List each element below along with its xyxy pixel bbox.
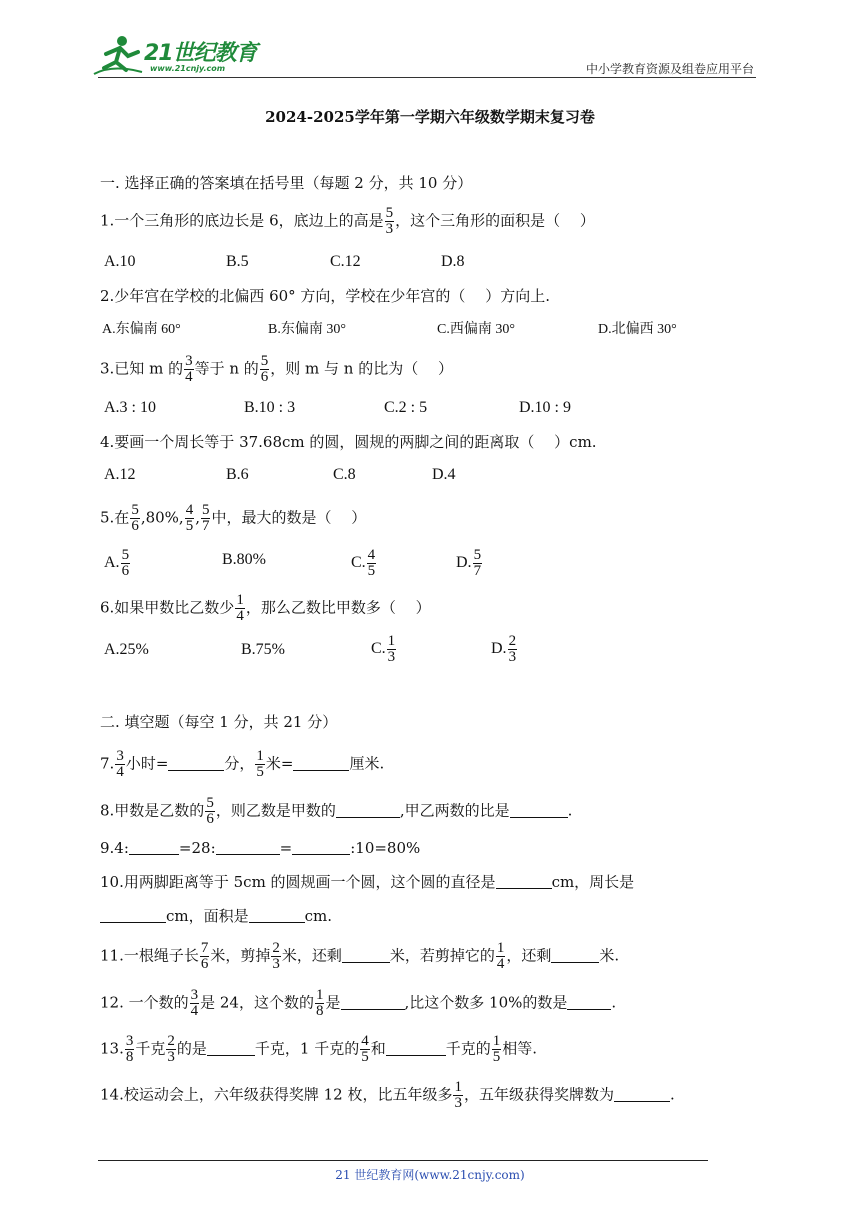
answer-blank[interactable] <box>292 840 350 855</box>
q4-option-c: C.8 <box>333 466 356 483</box>
q1-option-a: A.10 <box>104 253 136 270</box>
question-10-line2: cm，面积是 cm. <box>100 906 332 926</box>
q2-option-d: D.北偏西 30° <box>598 322 677 337</box>
q4-option-b: B.6 <box>226 466 249 483</box>
question-6: 6.如果甲数比乙数少 $\frac{1}{4}$ ，那么乙数比甲数多（ ） <box>100 592 431 624</box>
answer-blank[interactable] <box>336 803 400 818</box>
q6-option-d: D. $\frac{2}{3}$ <box>491 633 517 665</box>
exam-title: 2024-2025学年第一学期六年级数学期末复习卷 <box>265 108 595 126</box>
fraction: $\frac{4}{5}$ <box>361 1033 369 1065</box>
q6-option-a: A.25% <box>104 641 149 658</box>
header-divider <box>98 77 756 78</box>
question-14: 14.校运动会上，六年级获得奖牌 12 枚，比五年级多 $\frac{1}{3}$ ，五年级获得奖牌数为 . <box>100 1079 675 1111</box>
answer-blank[interactable] <box>510 803 568 818</box>
question-11: 11.一根绳子长 $\frac{7}{6}$ 米，剪掉 $\frac{2}{3}$ 米，还剩 米，若剪掉它的 $\frac{1}{4}$ ，还剩 米. <box>100 940 620 972</box>
q6-option-b: B.75% <box>241 641 285 658</box>
section1-heading: 一. 选择正确的答案填在括号里（每题 2 分，共 10 分） <box>100 174 473 192</box>
fraction: $\frac{1}{5}$ <box>256 748 264 780</box>
fraction: $\frac{1}{4}$ <box>496 940 505 972</box>
q1-option-b: B.5 <box>226 253 249 270</box>
q1-option-d: D.8 <box>441 253 465 270</box>
q1-option-c: C.12 <box>330 253 361 270</box>
fraction: $\frac{1}{8}$ <box>315 987 324 1019</box>
fraction: $\frac{1}{5}$ <box>492 1033 501 1065</box>
question-3: 3.已知 m 的 $\frac{3}{4}$ 等于 n 的 $\frac{5}{6}$ ，则 m 与 n 的比为（ ） <box>100 353 454 385</box>
answer-blank[interactable] <box>249 908 305 923</box>
fraction: $\frac{3}{4}$ <box>185 353 193 385</box>
fraction: $\frac{7}{6}$ <box>200 940 209 972</box>
q5-option-b: B.80% <box>222 551 266 568</box>
question-8: 8.甲数是乙数的 $\frac{5}{6}$ ，则乙数是甲数的 ,甲乙两数的比是 . <box>100 795 573 827</box>
answer-blank[interactable] <box>216 840 280 855</box>
q2-option-b: B.东偏南 30° <box>268 322 346 337</box>
q3-option-d: D.10 : 9 <box>519 399 571 416</box>
q3-option-c: C.2 : 5 <box>384 399 428 416</box>
question-10-line1: 10.用两脚距离等于 5cm 的圆规画一个圆，这个圆的直径是 cm，周长是 <box>100 873 635 891</box>
fraction: $\frac{5}{6}$ <box>206 795 214 827</box>
fraction: $\frac{3}{8}$ <box>125 1033 134 1065</box>
fraction: $\frac{3}{4}$ <box>116 748 124 780</box>
fraction: $\frac{2}{3}$ <box>167 1033 175 1065</box>
answer-blank[interactable] <box>207 1041 255 1056</box>
answer-blank[interactable] <box>386 1041 446 1056</box>
question-2: 2.少年宫在学校的北偏西 60° 方向，学校在少年宫的（ ）方向上. <box>100 287 550 305</box>
question-5: 5.在 $\frac{5}{6}$ ,80%, $\frac{4}{5}$ , $\frac{5}{7}$ 中，最大的数是（ ） <box>100 502 367 534</box>
q3-option-a: A.3 : 10 <box>104 399 156 416</box>
q1-text-a: 1.一个三角形的底边长是 6，底边上的高是 <box>100 211 384 230</box>
question-13: 13. $\frac{3}{8}$ 千克 $\frac{2}{3}$ 的是 千克，1 千克的 $\frac{4}{5}$ 和 千克的 $\frac{1}{5}$ 相等. <box>100 1033 538 1065</box>
q4-option-a: A.12 <box>104 466 136 483</box>
fraction: $\frac{5}{6}$ <box>260 353 269 385</box>
answer-blank[interactable] <box>567 995 611 1010</box>
answer-blank[interactable] <box>496 874 552 889</box>
site-logo <box>92 34 262 78</box>
q5-option-c: C. $\frac{4}{5}$ <box>351 547 376 579</box>
fraction: $\frac{4}{5}$ <box>185 502 194 534</box>
section2-heading: 二. 填空题（每空 1 分，共 21 分） <box>100 713 338 731</box>
answer-blank[interactable] <box>551 948 599 963</box>
runner-logo-icon <box>92 34 148 78</box>
platform-name: 中小学教育资源及组卷应用平台 <box>585 62 754 76</box>
answer-blank[interactable] <box>129 840 179 855</box>
answer-blank[interactable] <box>614 1087 670 1102</box>
fraction: $\frac{5}{3}$ <box>385 205 394 237</box>
fraction: $\frac{3}{4}$ <box>190 987 199 1019</box>
answer-blank[interactable] <box>342 948 390 963</box>
footer-link[interactable]: 21 世纪教育网(www.21cnjy.com) <box>335 1168 525 1182</box>
q2-option-c: C.西偏南 30° <box>437 322 515 337</box>
q6-option-c: C. $\frac{1}{3}$ <box>371 633 396 665</box>
answer-blank[interactable] <box>168 756 224 771</box>
answer-blank[interactable] <box>100 908 166 923</box>
q3-option-b: B.10 : 3 <box>244 399 296 416</box>
q5-option-d: D. $\frac{5}{7}$ <box>456 547 482 579</box>
question-7: 7. $\frac{3}{4}$ 小时= 分， $\frac{1}{5}$ 米= 厘米. <box>100 748 385 780</box>
q2-option-a: A.东偏南 60° <box>102 322 181 337</box>
q1-text-b: ，这个三角形的面积是（ ） <box>395 211 595 230</box>
question-12: 12. 一个数的 $\frac{3}{4}$ 是 24，这个数的 $\frac{1}{8}$ 是 ,比这个数多 10%的数是 . <box>100 987 617 1019</box>
fraction: $\frac{1}{3}$ <box>454 1079 462 1111</box>
logo-text: 21世纪教育 <box>144 41 257 66</box>
answer-blank[interactable] <box>341 995 405 1010</box>
fraction: $\frac{1}{4}$ <box>236 592 244 624</box>
question-9: 9.4: =28: = :10=80% <box>100 839 421 857</box>
question-1 <box>100 206 595 237</box>
question-4: 4.要画一个周长等于 37.68cm 的圆，圆规的两脚之间的距离取（ ）cm. <box>100 433 597 451</box>
q4-option-d: D.4 <box>432 466 456 483</box>
fraction: $\frac{5}{6}$ <box>131 502 139 534</box>
fraction: $\frac{2}{3}$ <box>272 940 280 972</box>
q5-option-a: A. $\frac{5}{6}$ <box>104 547 130 579</box>
fraction: $\frac{5}{7}$ <box>201 502 210 534</box>
footer-divider <box>98 1160 708 1161</box>
logo-url: www.21cnjy.com <box>150 64 226 73</box>
answer-blank[interactable] <box>293 756 349 771</box>
